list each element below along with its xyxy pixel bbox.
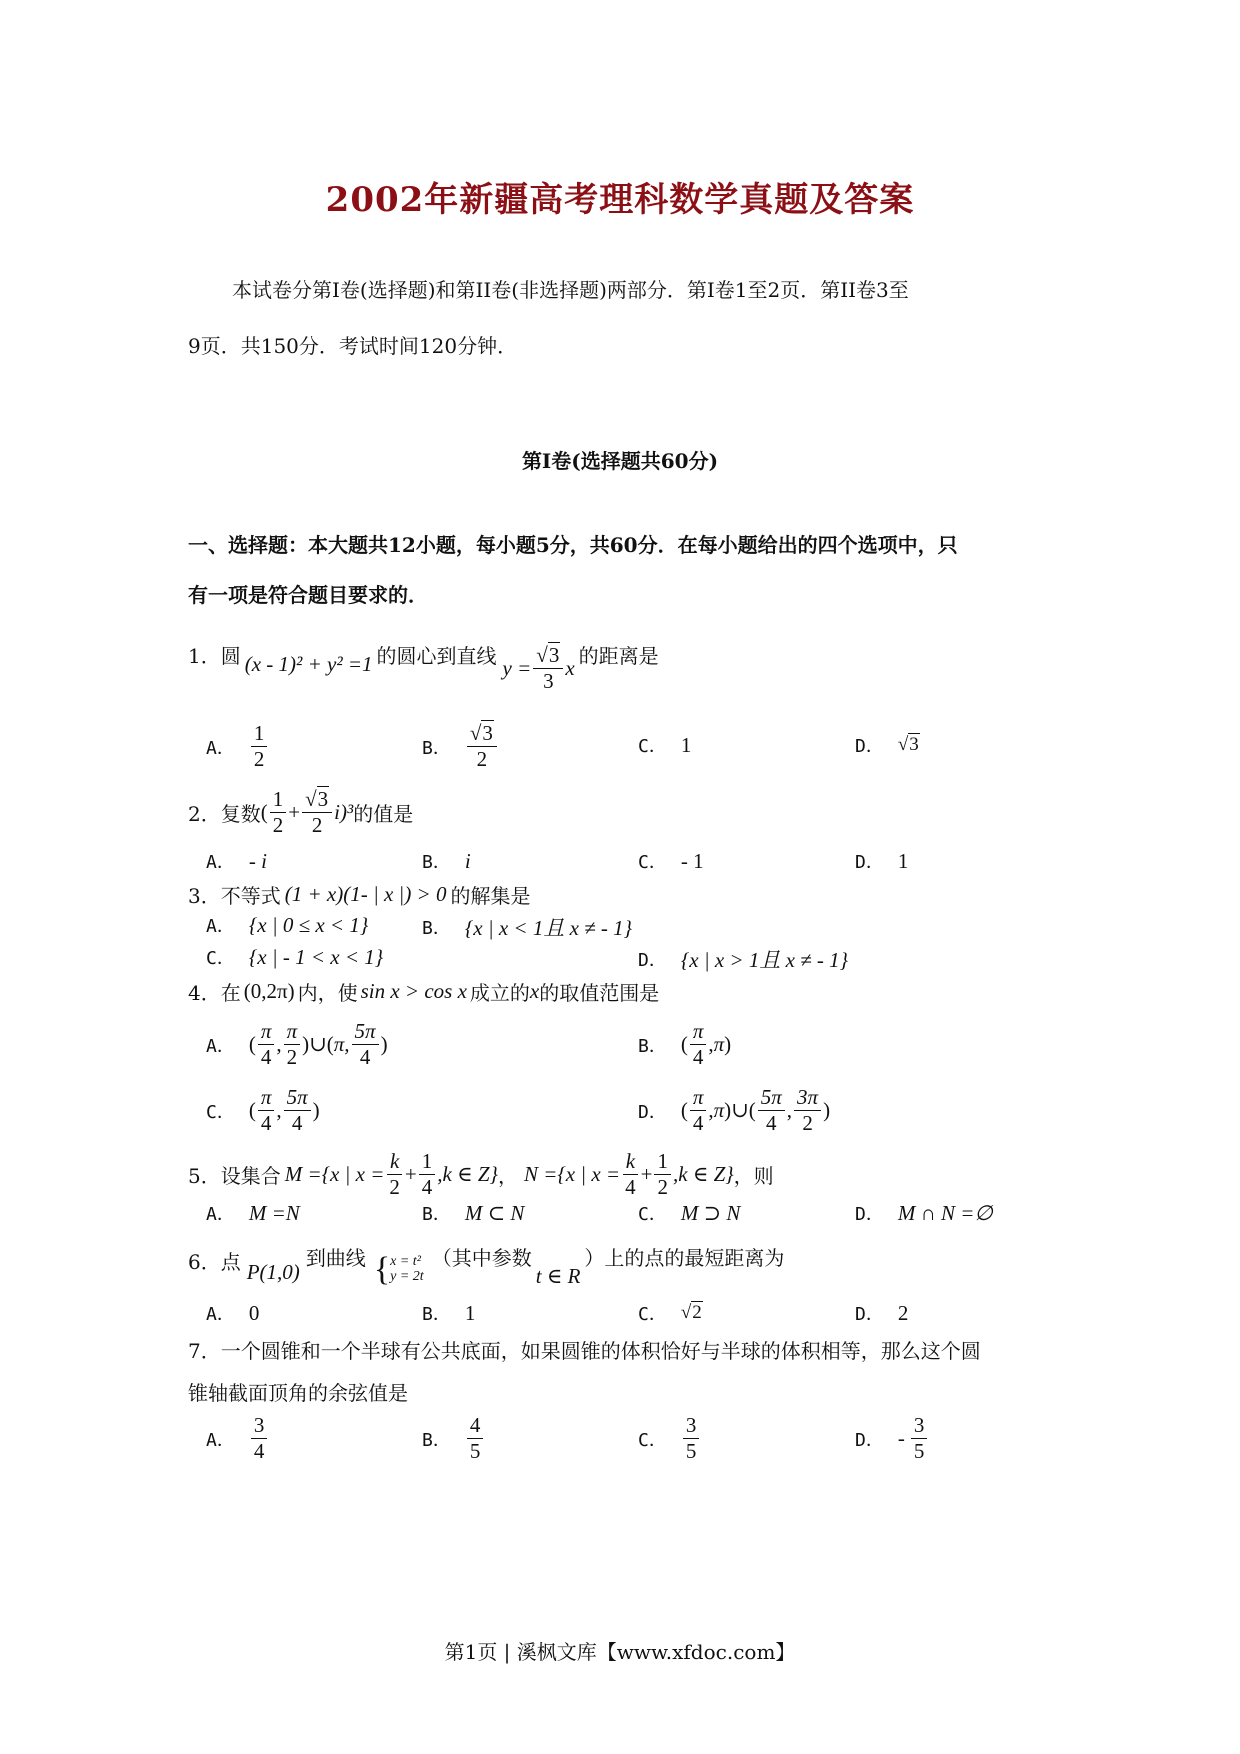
math-token: 5 [685,1439,697,1464]
math-token: - [897,1426,905,1451]
math-token: + [404,1162,417,1187]
math-token: 2 [657,1175,668,1200]
math-token: 4 [359,1045,371,1070]
math-token: 2 [272,813,284,838]
q7-option-d [855,1414,929,1463]
q2-option-d [855,848,908,874]
math-token: 0 [248,1300,260,1325]
math-token: A． [206,1035,235,1057]
math-token: A． [206,1204,235,1225]
q1-line-fraction: $\frac{√3}{3}$ [533,644,563,693]
q3-option-c [206,944,383,970]
math-token: D． [855,1204,884,1225]
math-token: D． [855,1304,884,1325]
math-token: π [690,1020,707,1045]
section-line-1: 一、选择题：本大题共12小题，每小题5分，共60分．在每小题给出的四个选项中，只 [188,533,958,557]
math-token: 1 [270,788,287,813]
math-token: 成立的 [469,981,530,1005]
q4-option-d: D． ( $\frac{\pi}{4}$ , π ) ∪ ( $\frac{5\pi}{4}$ , $\frac{3\pi}{2}$ ) [638,1085,831,1136]
math-token: M ∩ N =∅ [897,1200,993,1225]
question-2: 2．复数 ( $\frac{1}{2}$ + $\frac{√3}{2}$ i)³ 的值是 [188,787,414,838]
q1-circle-equation: (x - 1)² + y² =1 [244,652,373,677]
math-token: （其中参数 [431,1245,532,1270]
math-token: x [529,979,540,1003]
math-token: 4 [291,1111,303,1136]
math-token: {x | x > 1且 x ≠ - 1} [680,948,849,972]
math-token: y = 2t [390,1269,424,1284]
math-token: π [713,1032,725,1057]
q1-option-a [206,722,269,771]
math-token: 3 [317,787,329,811]
math-token: D． [855,852,884,873]
q7-line-2: 锥轴截面顶角的余弦值是 [188,1381,408,1405]
math-token: C． [638,1429,667,1451]
q2-option-b [422,848,471,874]
math-token: D． [638,950,667,971]
math-token: C． [638,1304,667,1325]
math-token: 5 [913,1439,925,1464]
math-token: 4．在 [188,981,241,1005]
q3-option-d [638,944,848,974]
math-token: B． [422,737,451,759]
math-token: 5 [469,1439,481,1464]
math-token: ）上的点的最短距离为 [584,1245,785,1270]
math-token: A． [206,852,235,873]
math-token: 6．点 [188,1249,241,1274]
q1-mid-text: 的圆心到直线 [376,644,497,669]
math-token: 1 [654,1150,671,1175]
q3-option-a [206,912,368,938]
math-token: M ={x | x = [284,1162,385,1187]
math-token: ∪ [731,1098,749,1123]
q5-option-d [855,1200,993,1226]
math-token: 1 [464,1300,476,1325]
section-heading [188,520,1058,620]
math-token: 5π [352,1020,379,1045]
math-token: 2 [253,747,265,772]
q3-option-b [422,912,632,942]
document-title: 2002年新疆高考理科数学真题及答案 [325,180,915,220]
part-one-heading: 第I卷(选择题共60分) [521,449,719,473]
math-token: 4 [692,1111,704,1136]
q6-option-b [422,1300,475,1326]
math-token: ,k ∈ Z} [672,1162,734,1187]
math-token: A． [206,1304,235,1325]
q3-inequality: (1 + x)(1- | x |) > 0 [284,882,447,906]
math-token: {x | 0 ≤ x < 1} [248,912,369,937]
math-token: 2 [311,813,323,838]
math-token: 4 [625,1175,636,1200]
math-token: π [284,1020,301,1045]
math-token: 1 [897,848,909,873]
section-line-2: 有一项是符合题目要求的． [188,583,428,607]
math-token: C． [638,1204,667,1225]
math-token: N ={x | x = [523,1162,621,1187]
q1-option-d: D． √3 [855,734,919,757]
q6-option-c: C． √2 [638,1302,702,1325]
q1-line-den: 3 [543,669,554,694]
math-token: 2 [802,1111,813,1136]
q2-option-c [638,848,704,874]
math-token: 3 [909,734,919,755]
question-7 [188,1330,1058,1414]
math-token: A． [206,1429,235,1451]
q7-option-b [422,1414,485,1463]
q2-option-a [206,848,267,874]
math-token: sin x > cos x [360,979,467,1003]
math-token: {x | x < 1且 x ≠ - 1} [464,916,633,940]
math-token: 2 [897,1300,909,1325]
q7-line-1: 7．一个圆锥和一个半球有公共底面，如果圆锥的体积恰好与半球的体积相等，那么这个圆 [188,1339,981,1363]
math-token: ， [497,1164,518,1189]
math-token: P(1,0) [246,1259,300,1284]
q1-option-b: B． $\frac{√3}{2}$ [422,722,499,771]
math-token: 5．设集合 [188,1164,281,1189]
math-token: C． [206,948,235,969]
math-token: ∪ [309,1032,327,1057]
q1-line-sqrt: 3 [548,643,560,667]
q2-number: 2．复数 [188,802,261,827]
question-5 [188,1150,1058,1199]
math-token: k [623,1150,638,1175]
math-token: + [288,800,301,825]
q5-option-b [422,1200,524,1226]
math-token: t ∈ R [535,1263,581,1288]
math-token: B． [422,1429,451,1451]
math-token: ，则 [733,1164,774,1189]
math-token: {x | - 1 < x < 1} [248,944,384,969]
math-token: 3π [794,1086,821,1111]
math-token: B． [422,1204,451,1225]
math-token: B． [422,852,451,873]
math-token: ( [260,800,268,825]
q6-option-d [855,1300,908,1326]
math-token: - 1 [680,848,704,873]
math-token: (0,2π) [243,979,295,1003]
math-token: 3 [911,1414,928,1439]
math-token: 2 [692,1302,702,1323]
math-token: A． [206,916,235,937]
math-token: π [690,1086,707,1111]
math-token: + [640,1162,653,1187]
question-1 [188,630,1058,694]
math-token: 3 [683,1414,700,1439]
q2-tail: 的值是 [353,802,414,827]
math-token: 4 [421,1175,433,1200]
math-token: 2 [286,1045,298,1070]
math-token: 3 [482,721,493,745]
math-token: M ⊂ N [464,1200,525,1225]
math-token: A． [206,737,235,759]
math-token: 1 [419,1150,436,1175]
math-token: 的解集是 [450,884,531,908]
math-token: C． [638,852,667,873]
q4-option-a: A． ( $\frac{\pi}{4}$ , $\frac{\pi}{2}$ ) ∪ ( π, $\frac{5\pi}{4}$ ) [206,1019,388,1070]
math-token: B． [638,1035,667,1057]
math-token: B． [422,1304,451,1325]
math-token: 1 [680,732,692,757]
math-token: 4 [260,1045,272,1070]
q1-line-var: x [565,656,575,681]
intro-paragraph [188,262,1058,374]
math-token: 4 [260,1111,272,1136]
math-token: π [713,1098,725,1123]
q5-option-c [638,1200,740,1226]
math-token: ,k ∈ Z} [437,1162,498,1187]
math-token: 3 [251,1414,268,1439]
math-token: C． [638,736,667,757]
math-token: 5π [758,1086,785,1111]
math-token: 4 [253,1439,265,1464]
q6-option-a [206,1300,259,1326]
math-token: D． [638,1101,667,1123]
math-token: D． [855,1429,884,1451]
math-token: 4 [766,1111,777,1136]
question-4 [188,977,1058,1006]
question-6 [188,1230,1058,1290]
math-token: π, [333,1032,350,1057]
q7-option-a [206,1414,269,1463]
math-token: 到曲线 [305,1245,366,1270]
math-token: B． [422,918,451,939]
math-token: D． [855,736,884,757]
math-token: 2 [389,1175,400,1200]
math-token: 5π [284,1086,311,1111]
q1-option-c [638,732,691,758]
math-token: 内，使 [297,981,358,1005]
math-token: 的取值范围是 [539,981,660,1005]
q1-tail: 的距离是 [578,644,659,669]
math-token: - i [248,848,267,873]
math-token: 4 [467,1414,484,1439]
q4-option-b: B． ( $\frac{\pi}{4}$ , π ) [638,1019,732,1070]
math-token: π [258,1020,275,1045]
q4-option-c: C． ( $\frac{\pi}{4}$ , $\frac{5\pi}{4}$ ) [206,1085,320,1136]
math-token: 2 [476,747,488,772]
q1-line-lhs: y = [502,656,532,681]
math-token: π [258,1086,275,1111]
intro-line-2: 9页．共150分．考试时间120分钟． [188,334,518,358]
intro-line-1: 本试卷分第I卷(选择题)和第II卷(非选择题)两部分．第I卷1至2页．第II卷3至 [232,278,909,302]
math-token: k [387,1150,402,1175]
q7-option-c [638,1414,701,1463]
math-token: M ⊃ N [680,1200,741,1225]
math-token: 3．不等式 [188,884,281,908]
math-token: C． [206,1101,235,1123]
math-token: 1 [251,722,268,747]
math-token: i [464,848,471,873]
page-footer: 第1页 | 溪枫文库【www.xfdoc.com】 [444,1640,796,1664]
q1-number: 1．圆 [188,644,241,669]
q5-option-a [206,1200,300,1226]
q6-curve-system: { x = t² y = 2t [373,1251,424,1288]
q2-close: i)³ [334,800,354,825]
math-token: x = t² [390,1254,421,1270]
math-token: M =N [248,1200,300,1225]
math-token: 4 [692,1045,704,1070]
question-3 [188,880,1058,909]
